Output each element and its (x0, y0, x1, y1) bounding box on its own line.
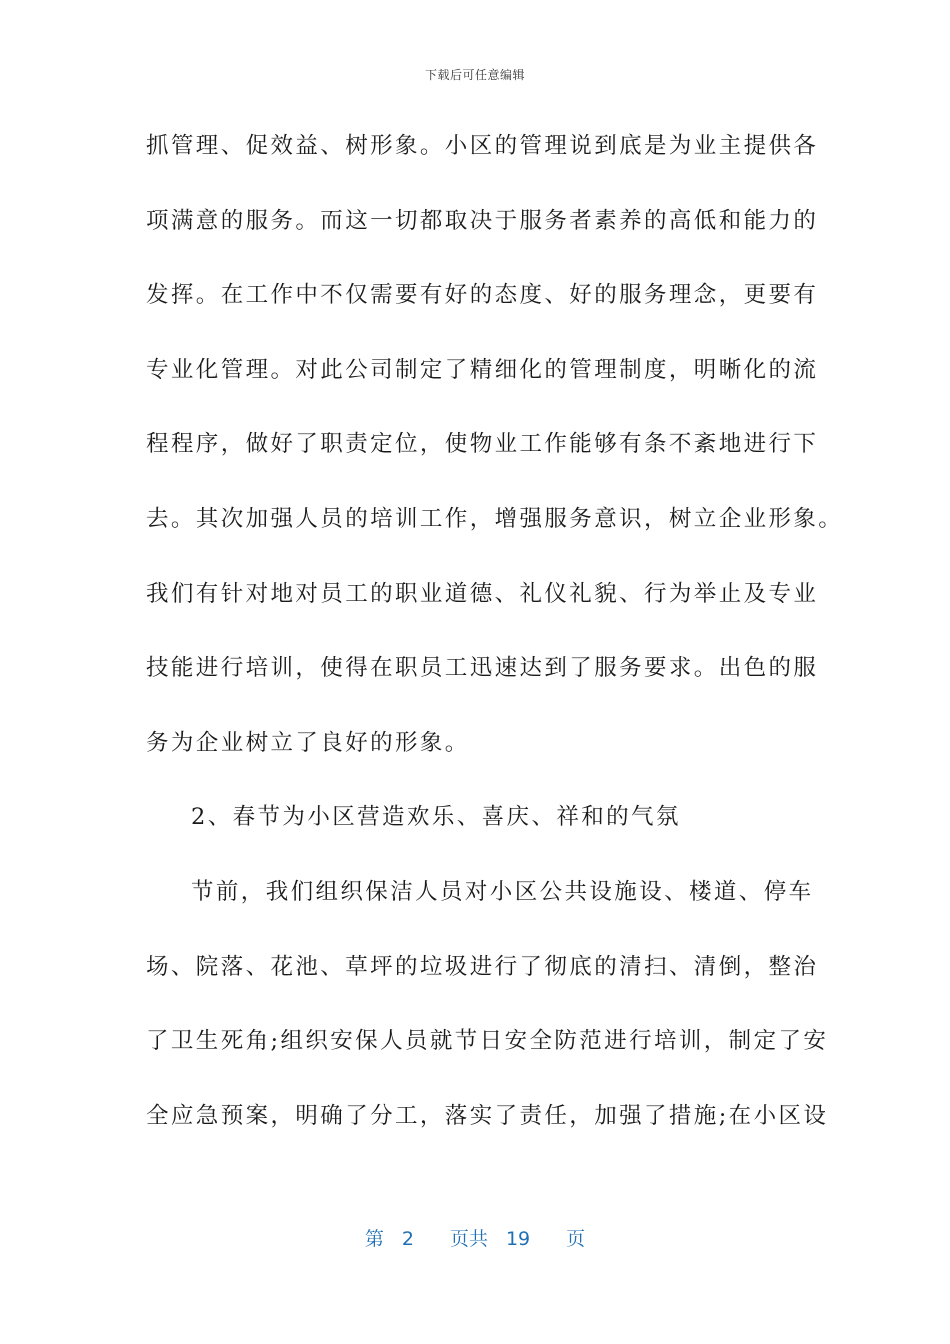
body-line: 务为企业树立了良好的形象。 (146, 729, 470, 756)
body-line: 我们有针对地对员工的职业道德、礼仪礼貌、行为举止及专业 (146, 580, 819, 607)
body-line: 项满意的服务。而这一切都取决于服务者素养的高低和能力的 (146, 207, 819, 234)
body-line: 全应急预案，明确了分工，落实了责任，加强了措施;在小区设 (146, 1102, 829, 1129)
body-text (146, 122, 844, 1166)
footer-middle: 页共 (449, 1228, 488, 1250)
body-line: 节前，我们组织保洁人员对小区公共设施设、楼道、停车 (191, 878, 814, 905)
footer-suffix: 页 (566, 1228, 586, 1250)
body-line: 技能进行培训，使得在职员工迅速达到了服务要求。出色的服 (146, 655, 819, 682)
body-line: 了卫生死角;组织安保人员就节日安全防范进行培训，制定了安 (146, 1028, 829, 1055)
page-footer (0, 1224, 950, 1251)
header-note: 下载后可任意编辑 (424, 68, 525, 82)
footer-prefix: 第 (364, 1228, 384, 1250)
section-heading: 2、春节为小区营造欢乐、喜庆、祥和的气氛 (191, 804, 681, 831)
body-line: 专业化管理。对此公司制定了精细化的管理制度，明晰化的流 (146, 356, 819, 383)
body-line: 抓管理、促效益、树形象。小区的管理说到底是为业主提供各 (146, 133, 819, 159)
body-line: 发挥。在工作中不仅需要有好的态度、好的服务理念，更要有 (146, 282, 819, 309)
footer-total-pages: 19 (505, 1228, 531, 1250)
body-line: 去。其次加强人员的培训工作，增强服务意识，树立企业形象。 (146, 505, 844, 532)
footer-current-page: 2 (401, 1228, 414, 1250)
body-line: 程程序，做好了职责定位，使物业工作能够有条不紊地进行下 (146, 431, 819, 458)
body-line: 场、院落、花池、草坪的垃圾进行了彻底的清扫、清倒，整治 (146, 953, 819, 980)
